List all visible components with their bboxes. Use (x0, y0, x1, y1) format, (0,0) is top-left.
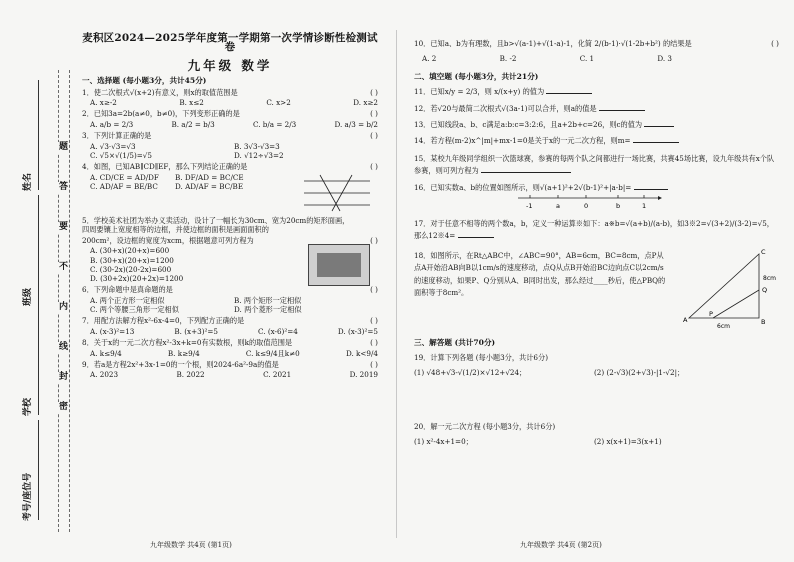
question-13 (414, 120, 779, 129)
question-7 (82, 316, 378, 325)
option[interactable]: C. x>2 (266, 98, 291, 108)
option[interactable]: C. √5×√(1/5)=√5 (90, 151, 152, 161)
answer-bracket[interactable]: ( ) (370, 109, 378, 119)
option[interactable]: A. √3·√3=√3 (90, 141, 136, 151)
section-heading: 二、填空题 (每小题3分，共计21分) (414, 71, 539, 81)
question-9 (82, 360, 378, 369)
seat-number-label: 考号/座位号 (23, 472, 33, 521)
question-stem: 2．已知3a=2b(a≠0，b≠0)，下列变形正确的是 (82, 109, 240, 119)
options (90, 120, 378, 129)
tick-label: 0 (584, 202, 589, 211)
question-3 (82, 131, 378, 140)
binding-word: 题 (58, 142, 68, 152)
answer-bracket[interactable]: ( ) (771, 39, 779, 48)
option[interactable]: B. -2 (499, 54, 517, 64)
binding-dashed-line (58, 70, 59, 532)
question-stem: 11．已知x/y = 2/3，则 x/(x+y) 的值为 (414, 87, 545, 97)
answer-blank[interactable] (458, 237, 494, 238)
school-field[interactable] (20, 305, 46, 415)
option[interactable]: C. 两个等腰三角形一定相似 (90, 304, 179, 314)
name-field[interactable] (20, 80, 46, 190)
question-stem: 6．下列命题中是真命题的是 (82, 285, 173, 295)
question-stem: 200cm²，设边框的宽度为xcm，根据题意可列方程为 (82, 235, 254, 245)
options (90, 98, 378, 107)
question-stem: 4．如图，已知AB∥CD∥EF，那么下列结论正确的是 (82, 162, 248, 172)
option[interactable]: B. 2022 (176, 370, 205, 380)
question-19-parts (414, 368, 779, 377)
option[interactable]: B. x≤2 (179, 98, 204, 108)
question-stem: 9．若a是方程2x²+3x-1=0的一个根，则2024-6a²-9a的值是 (82, 359, 279, 369)
answer-bracket[interactable]: ( ) (370, 338, 378, 348)
question-5 (82, 216, 378, 235)
option[interactable]: A. a/b = 2/3 (90, 119, 134, 129)
answer-blank[interactable] (546, 93, 592, 94)
number-line-figure (514, 193, 664, 211)
answer-blank[interactable] (633, 142, 679, 143)
length-label: 8cm (763, 274, 776, 282)
option[interactable]: D. √12÷√3=2 (234, 151, 284, 161)
page-footer: 九年级数学 共4页 (第2页) (520, 541, 602, 549)
option[interactable]: B. DF/AD = BC/CE (175, 172, 244, 182)
question-4-body (82, 173, 378, 215)
answer-space[interactable] (414, 379, 779, 421)
option[interactable]: A. 两个正方形一定相似 (90, 295, 165, 305)
name-label: 姓名 (23, 172, 33, 191)
options (90, 173, 260, 192)
options (422, 54, 672, 63)
question-1 (82, 88, 378, 97)
binding-word: 内 (58, 302, 68, 312)
option[interactable]: D. 3 (657, 54, 672, 64)
answer-blank[interactable] (644, 126, 674, 127)
vertex-label: C (761, 247, 766, 256)
option[interactable]: D. AD/AF = BC/BE (175, 182, 244, 192)
question-stem: 13．已知线段a、b、c满足a:b:c=3:2:6，且a+2b+c=26，则c的值为 (414, 120, 643, 130)
subquestion: (2) (2-√3)(2+√3)-|1-√2|； (594, 368, 685, 378)
options (90, 370, 378, 379)
tick-label: a (556, 202, 560, 211)
option[interactable]: A. (x-3)²=13 (90, 326, 135, 336)
question-stem: 7．用配方法解方程x²-6x-4=0，下列配方正确的是 (82, 316, 245, 326)
question-stem: 8．关于x的一元二次方程x²-3x+k=0有实数根，则k的取值范围是 (82, 338, 293, 348)
tick-label: b (616, 202, 621, 211)
question-16 (414, 183, 779, 192)
right-triangle-figure (679, 248, 779, 332)
options (90, 349, 378, 358)
binding-dashed-line (69, 70, 70, 532)
question-4 (82, 162, 378, 171)
binding-word: 要 (58, 222, 68, 232)
point-label: Q (762, 285, 768, 294)
segment-pq (713, 290, 759, 318)
binding-strip (0, 0, 72, 562)
question-20-parts (414, 437, 779, 446)
answer-bracket[interactable]: ( ) (370, 87, 378, 97)
option[interactable]: B. 两个矩形一定相似 (234, 295, 302, 305)
option[interactable]: D. k<9/4 (345, 348, 378, 358)
parallel-lines-figure (302, 173, 372, 213)
option[interactable]: C. AD/AF = BE/BC (90, 182, 158, 192)
question-8 (82, 338, 378, 347)
option[interactable]: D. 两个菱形一定相似 (234, 304, 302, 314)
option[interactable]: B. a/2 = b/3 (171, 119, 215, 129)
question-stem: 15．某校九年级同学组织一次篮球赛，参赛的每两个队之间都进行一场比赛，共赛45场比赛，设九年级共有x个队参赛，则可列方程为 (414, 153, 775, 175)
subquestion: (1) √48+√3-√(1/2)×√12+√24； (414, 368, 527, 378)
answer-bracket[interactable]: ( ) (370, 235, 378, 245)
question-stem: 5．学校美术社团为举办义卖活动，设计了一幅长为30cm、宽为20cm的矩形面画，四周要镶上宽度相等的边框，并使边框的面积是画面面积的 (82, 215, 350, 235)
section-heading: 三、解答题 (共计70分) (414, 337, 496, 347)
binding-word: 答 (58, 182, 68, 192)
class-label: 班级 (23, 287, 33, 306)
option[interactable]: A. k≤9/4 (90, 348, 122, 358)
question-2 (82, 109, 378, 118)
question-6 (82, 285, 378, 294)
answer-bracket[interactable]: ( ) (370, 162, 378, 172)
answer-bracket[interactable]: ( ) (370, 359, 378, 369)
question-stem: 16．已知实数a、b的位置如图所示，则√(a+1)²+2√(b-1)²+|a-b|= (414, 182, 632, 192)
write-line (38, 420, 39, 520)
seat-number-field[interactable] (20, 420, 46, 520)
right-column (414, 38, 779, 448)
vertex-label: A (683, 315, 688, 324)
column-divider (396, 30, 397, 538)
binding-word: 密 (58, 402, 68, 412)
option[interactable]: D. (30+2x)(20+2x)=1200 (90, 274, 184, 284)
arrow-icon (658, 196, 662, 200)
answer-bracket[interactable]: ( ) (370, 316, 378, 326)
exam-subtitle: 九年级 数学 (187, 57, 273, 73)
tick-label: 1 (642, 202, 647, 211)
question-11 (414, 87, 779, 96)
subquestion: (2) x(x+1)=3(x+1) (594, 437, 662, 447)
option[interactable]: C. 2021 (263, 370, 292, 380)
question-15 (414, 153, 779, 177)
option[interactable]: A. CD/CE = AD/DF (90, 172, 159, 182)
write-line (38, 195, 39, 305)
question-10 (414, 39, 779, 48)
options (90, 296, 378, 315)
question-stem: 1．使二次根式√(x+2)有意义，则x的取值范围是 (82, 87, 238, 97)
options (90, 142, 378, 161)
vertex-label: B (761, 317, 766, 326)
question-17 (414, 218, 779, 242)
question-stem: 3．下列计算正确的是 (82, 131, 152, 141)
answer-blank[interactable] (634, 189, 668, 190)
question-12 (414, 104, 779, 113)
question-5-body (82, 246, 378, 284)
length-label: 6cm (717, 322, 730, 330)
answer-bracket[interactable]: ( ) (370, 285, 378, 295)
painting-image (308, 244, 370, 286)
tick-label: -1 (526, 202, 533, 211)
option[interactable]: B. 3√3-√3=3 (234, 141, 280, 151)
option[interactable]: B. k≥9/4 (167, 348, 200, 358)
triangle-abc (689, 254, 759, 318)
option[interactable]: B. (x+3)²=5 (174, 326, 218, 336)
answer-blank[interactable] (481, 172, 571, 173)
options (90, 327, 378, 336)
option[interactable]: A. 2023 (90, 370, 119, 380)
answer-bracket[interactable]: ( ) (370, 131, 378, 141)
option[interactable]: D. a/3 = b/2 (334, 119, 378, 129)
binding-word: 封 (58, 372, 68, 382)
binding-word: 线 (58, 342, 68, 352)
option[interactable]: B. (30+x)(20+x)=1200 (90, 255, 174, 265)
option[interactable]: C. (30-2x)(20-2x)=600 (90, 264, 172, 274)
option[interactable]: D. 2019 (349, 370, 378, 380)
question-stem: 12．若√20与最简二次根式√(3a-1)可以合并，则a的值是 (414, 103, 597, 113)
question-stem: 18．如图所示，在Rt△ABC中，∠ABC=90°，AB=6cm，BC=8cm，点P从点A开始沿AB向B以1cm/s的速度移动，点Q从点B开始沿BC边向点C以2cm/s的速度移动，如果P、Q分别从A、B同时出发，那么经过____秒后，使△PBQ的面积等于8cm²。 (414, 250, 666, 298)
answer-blank[interactable] (599, 110, 645, 111)
option[interactable]: D. (x-3)²=5 (337, 326, 378, 336)
question-stem: 14．若方程(m-2)x^|m|+mx-1=0是关于x的一元二次方程，则m= (414, 136, 631, 146)
page-footer: 九年级数学 共4页 (第1页) (150, 541, 232, 549)
question-14 (414, 136, 779, 145)
binding-word: 不 (58, 262, 68, 272)
option[interactable]: C. 1 (579, 54, 595, 64)
question-stem: 17．对于任意不相等的两个数a，b，定义一种运算※如下：a※b=√(a+b)/(a-b)，如3※2=√(3+2)/(3-2)=√5，那么12※4= (414, 218, 774, 240)
option[interactable]: A. x≥-2 (90, 98, 117, 108)
option[interactable]: C. b/a = 2/3 (252, 119, 297, 129)
option[interactable]: C. k≤9/4且k≠0 (245, 348, 300, 358)
option[interactable]: D. x≥2 (353, 98, 378, 108)
exam-title: 麦积区2024—2025学年度第一学期第一次学情诊断性检测试卷 (82, 32, 378, 54)
class-field[interactable] (20, 195, 46, 305)
question-18 (414, 247, 779, 330)
question-stem: 10．已知a、b为有理数，且b>√(a-1)+√(1-a)-1，化简 2/(b-1)·√(1-2b+b²) 的结果是 (414, 39, 692, 48)
section-heading: 一、选择题 (每小题3分，共计45分) (82, 76, 207, 86)
left-column (82, 34, 378, 382)
question-19: 19．计算下列各题 (每小题3分，共计6分) (414, 353, 548, 363)
write-line (38, 305, 39, 415)
point-label: P (709, 309, 713, 318)
school-label: 学校 (23, 397, 33, 416)
option[interactable]: A. (30+x)(20+x)=600 (90, 246, 170, 256)
option[interactable]: A. 2 (422, 54, 437, 64)
write-line (38, 80, 39, 190)
subquestion: (1) x²-4x+1=0； (414, 437, 473, 447)
option[interactable]: C. (x-6)²=4 (258, 326, 298, 336)
question-20: 20．解一元二次方程 (每小题3分，共计6分) (414, 421, 556, 431)
